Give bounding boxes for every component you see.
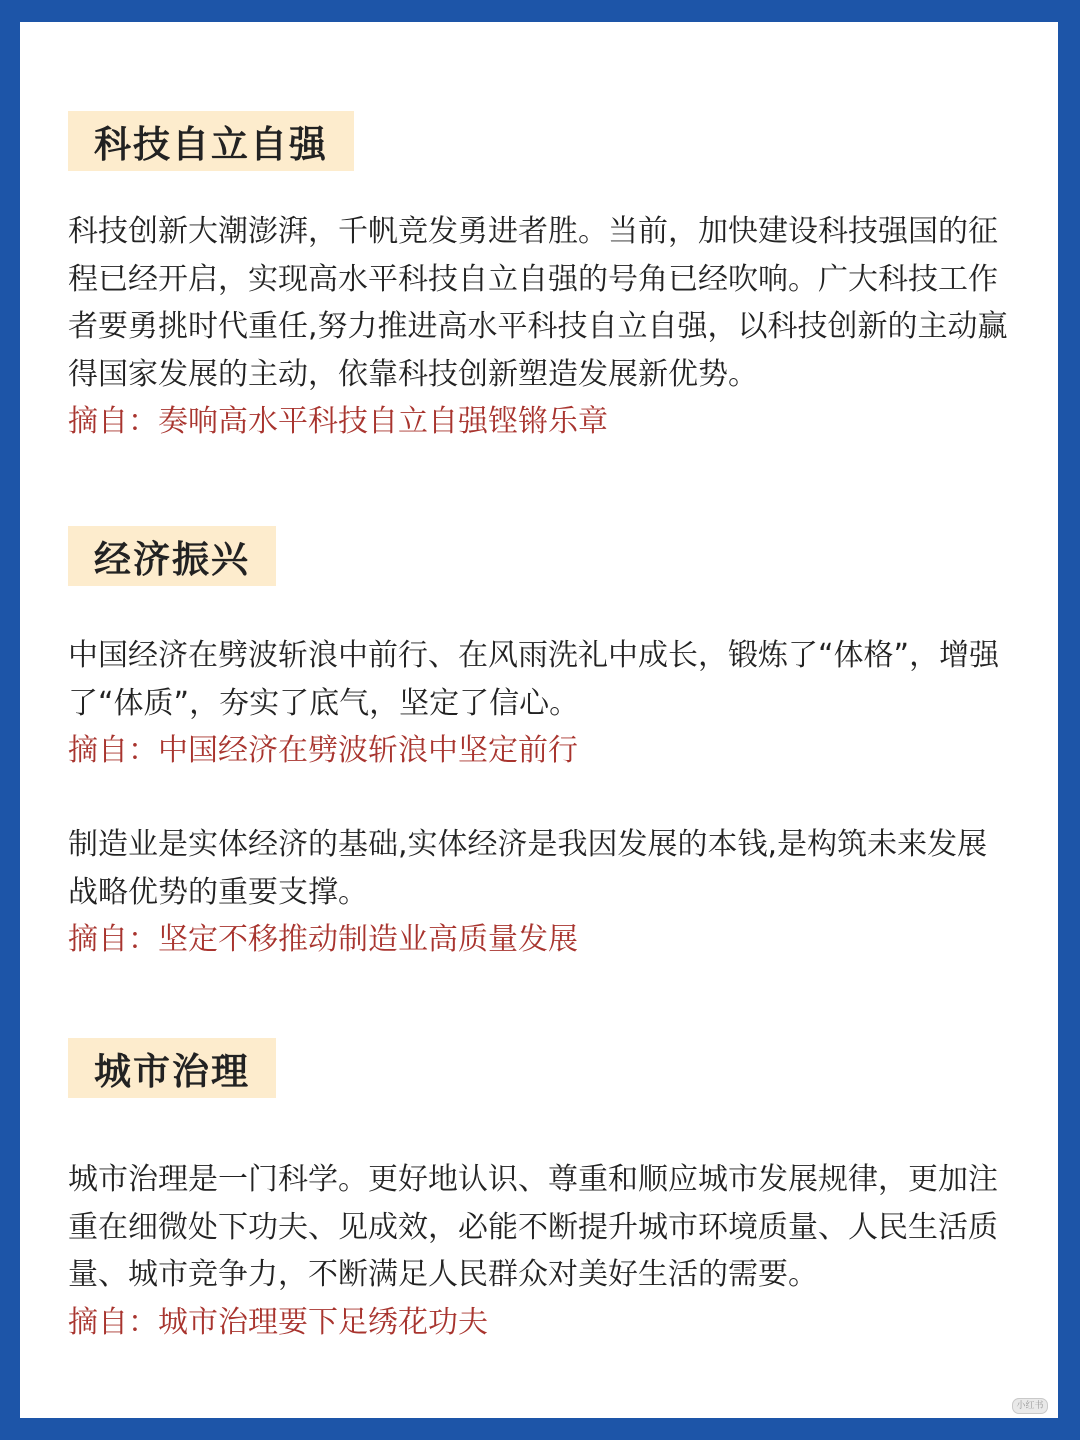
section-body-economy-2 bbox=[68, 821, 1008, 964]
section-heading-tech: 科技自立自强 bbox=[68, 111, 354, 171]
paragraph-text: 科技创新大潮澎湃，千帆竞发勇进者胜。当前，加快建设科技强国的征程已经开启，实现高水平科技自立自强的号角已经吹响。广大科技工作者要勇挑时代重任,努力推进高水平科技自立自强，以科技创新的主动赢得国家发展的主动，依靠科技创新塑造发展新优势。 bbox=[68, 214, 1008, 392]
watermark-logo: 小红书 bbox=[1012, 1398, 1048, 1414]
section-body-city bbox=[68, 1156, 1008, 1346]
paragraph-source: 摘自：中国经济在劈波斩浪中坚定前行 bbox=[68, 733, 578, 768]
section-body-tech bbox=[68, 208, 1008, 446]
paragraph-text: 中国经济在劈波斩浪中前行、在风雨洗礼中成长，锻炼了“体格”，增强了“体质”，夯实了底气，坚定了信心。 bbox=[68, 638, 1000, 721]
paragraph-text: 城市治理是一门科学。更好地认识、尊重和顺应城市发展规律，更加注重在细微处下功夫、见成效，必能不断提升城市环境质量、人民生活质量、城市竞争力，不断满足人民群众对美好生活的需要。 bbox=[68, 1162, 998, 1292]
article-page bbox=[20, 22, 1058, 1418]
paragraph-source: 摘自：奏响高水平科技自立自强铿锵乐章 bbox=[68, 404, 608, 439]
section-body-economy-1 bbox=[68, 632, 1008, 775]
paragraph-source: 摘自：坚定不移推动制造业高质量发展 bbox=[68, 922, 578, 957]
section-heading-economy: 经济振兴 bbox=[68, 526, 276, 586]
paragraph-text: 制造业是实体经济的基础,实体经济是我因发展的本钱,是构筑未来发展战略优势的重要支撑。 bbox=[68, 827, 988, 910]
paragraph-source: 摘自：城市治理要下足绣花功夫 bbox=[68, 1304, 488, 1340]
section-heading-city: 城市治理 bbox=[68, 1038, 276, 1098]
